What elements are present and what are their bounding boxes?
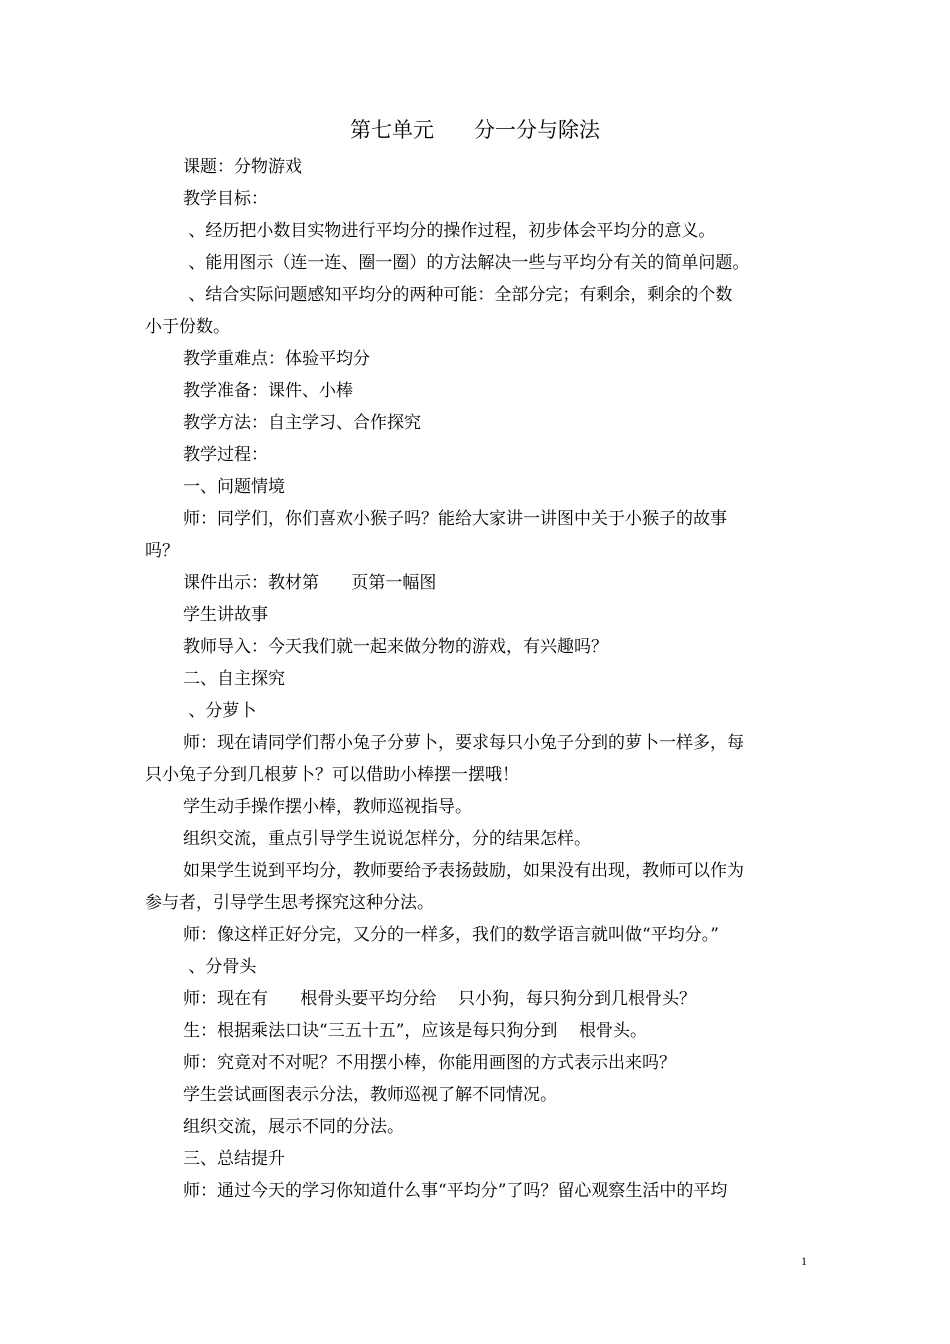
page-title: 第七单元 分一分与除法 (349, 118, 601, 142)
text-line: 师：像这样正好分完，又分的一样多，我们的数学语言就叫做“平均分。” (183, 925, 719, 945)
text-line: 教学目标： (183, 189, 268, 209)
text-line: 小于份数。 (145, 317, 230, 337)
text-line: 学生动手操作摆小棒，教师巡视指导。 (183, 797, 472, 817)
text-line: 、经历把小数目实物进行平均分的操作过程，初步体会平均分的意义。 (183, 221, 716, 241)
text-line: 课题：分物游戏 (183, 157, 302, 177)
text-line: 师：究竟对不对呢？不用摆小棒，你能用画图的方式表示出来吗？ (183, 1053, 676, 1073)
section-heading: 二、自主探究 (183, 669, 285, 689)
text-line: 师：通过今天的学习你知道什么事“平均分”了吗？留心观察生活中的平均 (183, 1181, 728, 1201)
text-line: 学生讲故事 (183, 605, 268, 625)
text-line: 、能用图示（连一连、圈一圈）的方法解决一些与平均分有关的简单问题。 (183, 253, 750, 273)
text-line: 只小兔子分到几根萝卜？可以借助小棒摆一摆哦！ (145, 765, 519, 785)
text-line: 教学重难点：体验平均分 (183, 349, 370, 369)
text-line: 、分骨头 (183, 957, 257, 977)
text-line: 教学过程： (183, 445, 268, 465)
text-line: 、分萝卜 (183, 701, 257, 721)
text-line: 师：现在有 根骨头要平均分给 只小狗，每只狗分到几根骨头？ (183, 989, 697, 1009)
text-line: 师：现在请同学们帮小兔子分萝卜，要求每只小兔子分到的萝卜一样多，每 (183, 733, 744, 753)
section-heading: 三、总结提升 (183, 1149, 285, 1169)
text-line: 吗？ (145, 541, 179, 561)
section-heading: 一、问题情境 (183, 477, 285, 497)
text-line: 课件出示：教材第 页第一幅图 (183, 573, 437, 593)
text-line: 教学准备：课件、小棒 (183, 381, 353, 401)
text-line: 教学方法：自主学习、合作探究 (183, 413, 421, 433)
text-line: 教师导入：今天我们就一起来做分物的游戏，有兴趣吗？ (183, 637, 608, 657)
text-line: 师：同学们，你们喜欢小猴子吗？能给大家讲一讲图中关于小猴子的故事 (183, 509, 727, 529)
text-line: 参与者，引导学生思考探究这种分法。 (145, 893, 434, 913)
text-line: 生：根据乘法口诀“三五十五”，应该是每只狗分到 根骨头。 (183, 1021, 647, 1041)
page-number: 1 (801, 1254, 807, 1268)
text-line: 组织交流，展示不同的分法。 (183, 1117, 404, 1137)
text-line: 学生尝试画图表示分法，教师巡视了解不同情况。 (183, 1085, 557, 1105)
text-line: 如果学生说到平均分，教师要给予表扬鼓励，如果没有出现，教师可以作为 (183, 861, 744, 881)
text-line: 组织交流，重点引导学生说说怎样分，分的结果怎样。 (183, 829, 591, 849)
text-line: 、结合实际问题感知平均分的两种可能：全部分完；有剩余，剩余的个数 (183, 285, 733, 305)
